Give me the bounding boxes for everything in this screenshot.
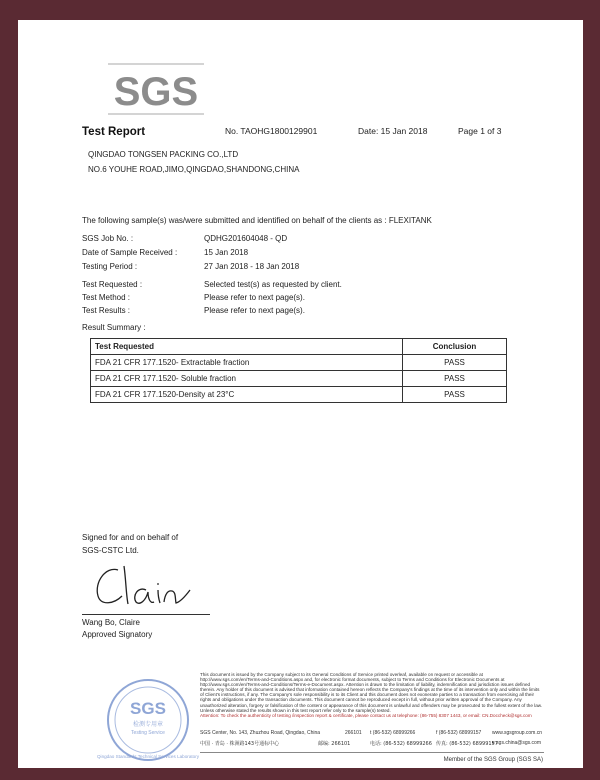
client-address: NO.6 YOUHE ROAD,JIMO,QINGDAO,SHANDONG,CHINA [88, 165, 300, 174]
fax: f (86-532) 68999157 [436, 730, 482, 736]
field-value-test-results: Please refer to next page(s). [204, 306, 305, 315]
signature-line [82, 614, 210, 615]
field-value-job-no: QDHG201604048 - QD [204, 234, 288, 243]
signed-company: SGS-CSTC Ltd. [82, 546, 139, 555]
header-conclusion: Conclusion [403, 339, 507, 355]
website: www.sgsgroup.com.cn [492, 730, 543, 736]
report-date: Date: 15 Jan 2018 [358, 126, 428, 136]
test-name-cell: FDA 21 CFR 177.1520-Density at 23°C [91, 387, 403, 403]
page-indicator: Page 1 of 3 [458, 126, 502, 136]
email: e sgs.china@sgs.com [492, 740, 541, 746]
address-en: SGS Center, No. 143, Zhuzhou Road, Qingdao, China [200, 730, 321, 736]
table-row [91, 387, 507, 403]
fax-cn: 传真: (86-532) 68999157 [436, 741, 498, 747]
svg-text:SGS: SGS [130, 699, 166, 718]
report-title: Test Report [82, 126, 146, 138]
postcode: 266101 [345, 730, 362, 736]
telephone-cn: 电话: (86-532) 68999266 [370, 741, 432, 747]
result-summary-table [90, 338, 507, 403]
member-of-sgs: Member of the SGS Group (SGS SA) [443, 757, 543, 763]
signed-on-behalf-line: Signed for and on behalf of [82, 533, 179, 542]
handwritten-signature [88, 560, 198, 616]
disclaimer-text: This document is issued by the Company subject to its General Conditions of Service printed overleaf, available on request or accessible at http://www.sgs.com/en/Terms-and-Conditions.aspx and, for electronic format documents, subject to Terms and Conditions for Electronic Documents at http://www.sgs.com/en/Terms-and-Conditions/Terms-e-Document.aspx. Attention is drawn to the limitation of liability, indemnification and jurisdiction issues defined therein. Any holder of this document is advised that information contained hereon reflects the Company's findings at the time of its intervention only and within the limits of Client's instructions, if any. The Company's sole responsibility is to its Client and this document does not exonerate parties to a transaction from exercising all their rights and obligations under the transaction documents. This document cannot be reproduced except in full, without prior written approval of the Company. Any unauthorized alteration, forgery or falsification of the content or appearance of this document is unlawful and offenders may be prosecuted to the fullest extent of the law. Unless otherwise stated the results shown in this test report refer only to the sample(s) tested. [200, 672, 543, 713]
intro-text: The following sample(s) was/were submitted and identified on behalf of the clients as : FLEXITANK [82, 216, 432, 225]
footer-disclaimer [200, 672, 544, 718]
telephone: t (86-532) 68999266 [370, 730, 416, 736]
field-value-testing-period: 27 Jan 2018 - 18 Jan 2018 [204, 262, 300, 271]
conclusion-cell: PASS [403, 355, 507, 371]
header-test-requested: Test Requested [91, 339, 403, 355]
authenticity-notice: Attention: To check the authenticity of testing /inspection report & certificate, please contact us at telephone: (86-755) 8307 1443, or email: CN.Doccheck@sgs.com [200, 712, 532, 718]
svg-text:Qingdao Standards Technical Se: Qingdao Standards Technical Services Laboratory [96, 754, 200, 759]
result-summary-label: Result Summary : [82, 323, 146, 332]
test-name-cell: FDA 21 CFR 177.1520- Soluble fraction [91, 371, 403, 387]
svg-text:Testing Service: Testing Service [131, 730, 165, 736]
address-cn: 中国 · 青岛 · 株洲路143号通标中心 [200, 741, 280, 747]
field-label-test-requested: Test Requested : [82, 280, 143, 289]
report-number: No. TAOHG1800129901 [225, 126, 318, 136]
postcode-cn: 邮编: 266101 [318, 741, 351, 747]
field-label-date-received: Date of Sample Received : [82, 248, 178, 257]
field-label-testing-period: Testing Period : [82, 262, 138, 271]
signatory-name: Wang Bo, Claire [82, 618, 140, 627]
logo-text: SGS [113, 70, 199, 114]
table-row [91, 355, 507, 371]
svg-text:检测专用章: 检测专用章 [132, 721, 164, 728]
client-name: QINGDAO TONGSEN PACKING CO.,LTD [88, 150, 239, 159]
signatory-role: Approved Signatory [82, 630, 153, 639]
field-label-test-method: Test Method : [82, 293, 131, 302]
conclusion-cell: PASS [403, 371, 507, 387]
field-label-test-results: Test Results : [82, 306, 131, 315]
field-value-test-requested: Selected test(s) as requested by client. [204, 280, 342, 289]
testing-service-stamp [96, 678, 200, 762]
field-value-date-received: 15 Jan 2018 [204, 248, 249, 257]
field-label-job-no: SGS Job No. : [82, 234, 134, 243]
table-row [91, 371, 507, 387]
report-sheet [18, 20, 583, 768]
test-name-cell: FDA 21 CFR 177.1520- Extractable fraction [91, 355, 403, 371]
table-header-row [91, 339, 507, 355]
footer-rule [200, 752, 544, 753]
sgs-logo [106, 58, 206, 120]
field-value-test-method: Please refer to next page(s). [204, 293, 305, 302]
conclusion-cell: PASS [403, 387, 507, 403]
